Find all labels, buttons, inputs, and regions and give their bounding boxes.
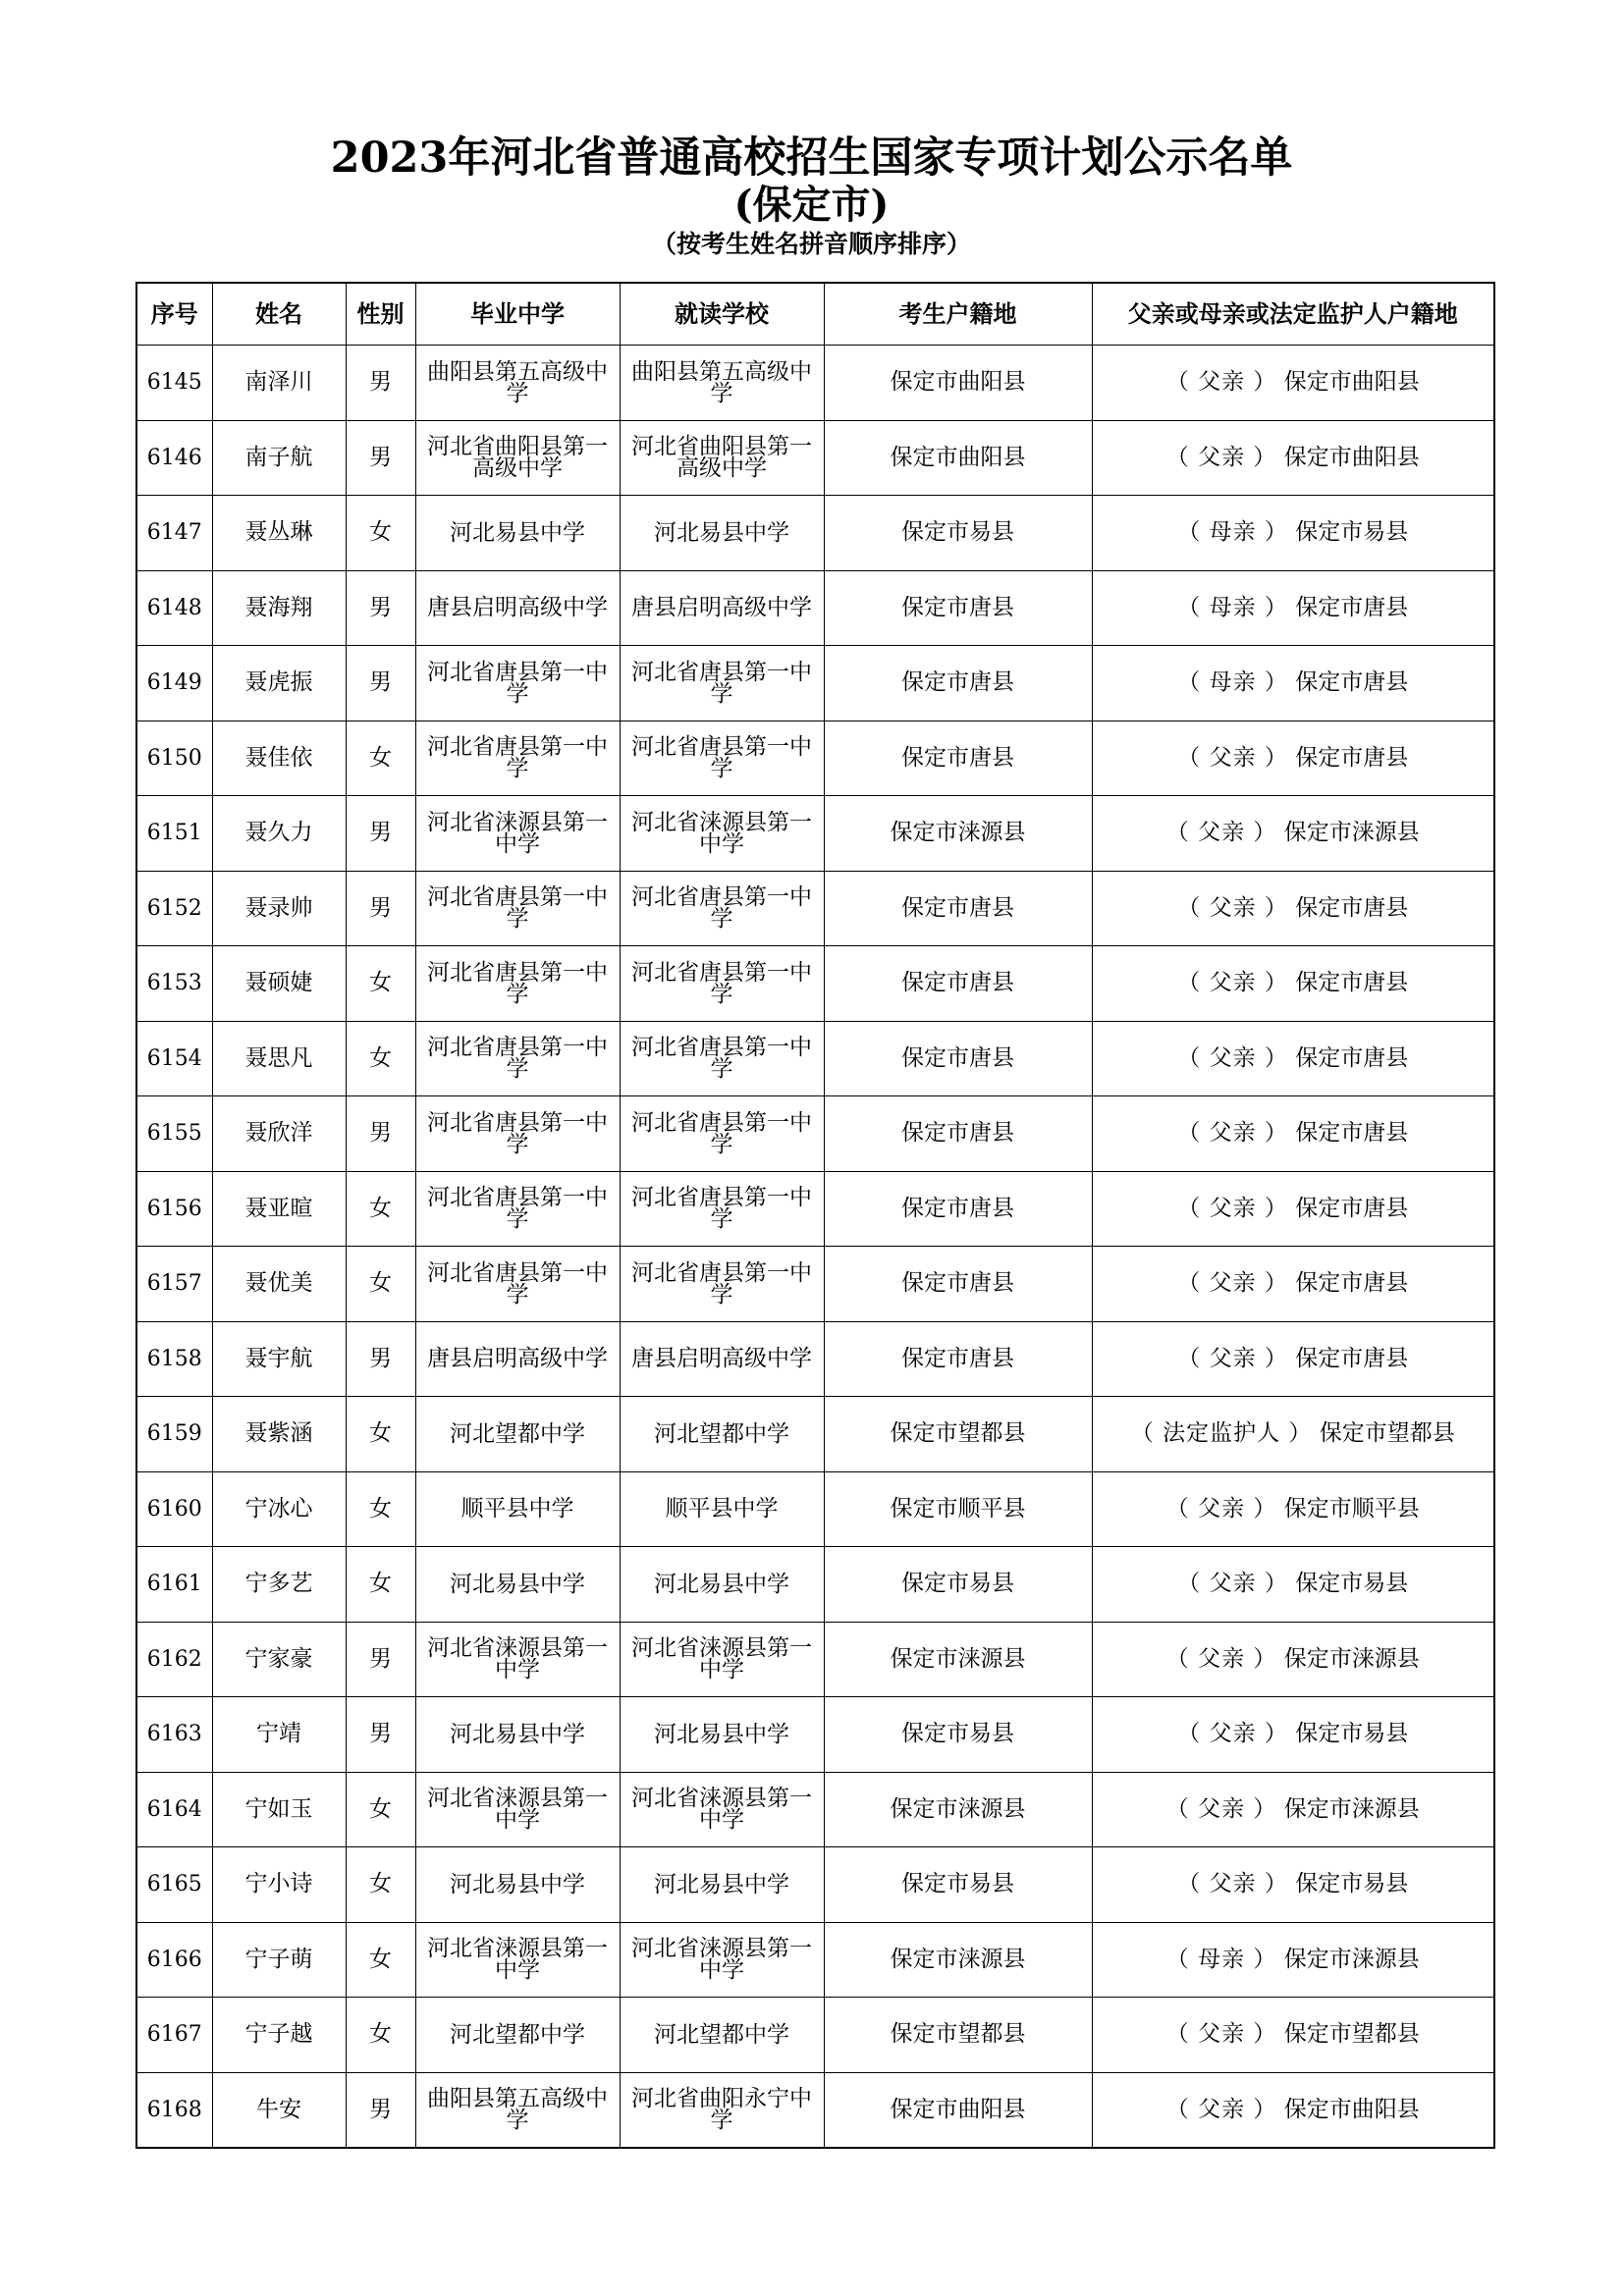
cell-hukou: 保定市唐县 [824,721,1092,796]
guardian-relation: （ 母亲 ） [1177,594,1288,620]
table-row [136,1471,1494,1547]
cell-grad-school: 河北省唐县第一中学 [415,1021,620,1096]
cell-hukou: 保定市唐县 [824,1321,1092,1397]
cell-hukou: 保定市易县 [824,1697,1092,1773]
guardian-info [1177,1120,1408,1146]
table-row [136,1547,1494,1623]
cell-gender: 男 [346,1697,415,1773]
cell-current-school: 河北省唐县第一中学 [620,946,824,1022]
cell-seq: 6161 [136,1547,212,1623]
cell-gender: 女 [346,1772,415,1847]
cell-grad-school: 河北省唐县第一中学 [415,946,620,1022]
cell-current-school: 河北省唐县第一中学 [620,1247,824,1322]
cell-guardian [1092,1847,1494,1923]
guardian-info [1177,669,1408,695]
cell-seq: 6163 [136,1697,212,1773]
cell-name: 宁如玉 [212,1772,346,1847]
cell-gender: 女 [346,1171,415,1247]
guardian-relation: （ 父亲 ） [1165,1495,1277,1522]
roster-table [135,282,1495,2149]
guardian-relation: （ 父亲 ） [1165,820,1277,846]
cell-seq: 6168 [136,2072,212,2148]
cell-name: 聂录帅 [212,871,346,946]
guardian-info [1177,1871,1408,1896]
table-row [136,721,1494,796]
cell-hukou: 保定市易县 [824,1547,1092,1623]
cell-gender: 男 [346,1321,415,1397]
cell-current-school: 河北省唐县第一中学 [620,721,824,796]
cell-gender: 女 [346,1471,415,1547]
guardian-info [1177,1045,1408,1071]
cell-hukou: 保定市唐县 [824,570,1092,646]
guardian-info [1166,2021,1420,2047]
cell-gender: 女 [346,1247,415,1322]
header-guardian-hukou: 父亲或母亲或法定监护人户籍地 [1092,283,1494,346]
guardian-info [1177,895,1408,921]
table-body [136,346,1494,2149]
cell-grad-school: 唐县启明高级中学 [415,570,620,646]
cell-current-school: 河北望都中学 [620,1998,824,2073]
cell-grad-school: 河北省唐县第一中学 [415,721,620,796]
cell-guardian [1092,1998,1494,2073]
guardian-relation: （ 父亲 ） [1177,1571,1288,1597]
table-row [136,1321,1494,1397]
cell-grad-school: 河北省涞源县第一中学 [415,1772,620,1847]
cell-name: 聂优美 [212,1247,346,1322]
guardian-relation: （ 父亲 ） [1177,744,1288,771]
cell-grad-school: 河北省唐县第一中学 [415,871,620,946]
cell-grad-school: 河北易县中学 [415,1697,620,1773]
cell-guardian [1092,1697,1494,1773]
table-row [136,1998,1494,2073]
guardian-relation: （ 母亲 ） [1177,519,1288,546]
guardian-info [1166,1646,1420,1672]
guardian-hukou: 保定市曲阳县 [1283,444,1420,470]
table-row [136,1397,1494,1472]
guardian-hukou: 保定市涞源县 [1283,820,1420,846]
cell-seq: 6150 [136,721,212,796]
cell-name: 聂虎振 [212,646,346,721]
cell-seq: 6167 [136,1998,212,2073]
cell-seq: 6152 [136,871,212,946]
cell-seq: 6157 [136,1247,212,1322]
cell-gender: 女 [346,1847,415,1923]
table-row [136,1847,1494,1923]
guardian-hukou: 保定市易县 [1295,519,1409,546]
guardian-hukou: 保定市望都县 [1319,1420,1455,1447]
guardian-relation: （ 父亲 ） [1177,1120,1288,1147]
cell-grad-school: 河北省涞源县第一中学 [415,796,620,872]
cell-current-school: 河北省涞源县第一中学 [620,1922,824,1998]
cell-current-school: 唐县启明高级中学 [620,1321,824,1397]
cell-gender: 男 [346,420,415,496]
document-title: 2023年河北省普通高校招生国家专项计划公示名单 [330,133,1293,183]
cell-guardian [1092,1397,1494,1472]
guardian-hukou: 保定市易县 [1295,1721,1409,1747]
table-row [136,1021,1494,1096]
guardian-hukou: 保定市唐县 [1295,1044,1409,1071]
cell-hukou: 保定市唐县 [824,1247,1092,1322]
cell-guardian [1092,1471,1494,1547]
table-row [136,1772,1494,1847]
guardian-hukou: 保定市唐县 [1295,1195,1409,1221]
guardian-relation: （ 父亲 ） [1177,1345,1288,1371]
guardian-relation: （ 父亲 ） [1177,1044,1288,1071]
cell-guardian [1092,420,1494,496]
cell-current-school: 河北望都中学 [620,1397,824,1472]
cell-gender: 男 [346,346,415,421]
cell-grad-school: 河北省涞源县第一中学 [415,1622,620,1697]
table-row [136,1622,1494,1697]
table-row [136,496,1494,571]
cell-guardian [1092,1247,1494,1322]
cell-grad-school: 河北省曲阳县第一高级中学 [415,420,620,496]
guardian-hukou: 保定市唐县 [1295,1270,1409,1297]
cell-name: 聂思凡 [212,1021,346,1096]
cell-guardian [1092,2072,1494,2148]
cell-gender: 男 [346,871,415,946]
guardian-relation: （ 父亲 ） [1177,1871,1288,1897]
cell-hukou: 保定市唐县 [824,1021,1092,1096]
header-current-school: 就读学校 [620,283,824,346]
cell-guardian [1092,796,1494,872]
guardian-info [1177,1571,1408,1596]
cell-name: 南泽川 [212,346,346,421]
cell-current-school: 河北省曲阳县第一高级中学 [620,420,824,496]
guardian-relation: （ 父亲 ） [1165,1645,1277,1672]
table-row [136,646,1494,721]
cell-grad-school: 河北易县中学 [415,496,620,571]
guardian-info [1166,1796,1420,1822]
cell-seq: 6158 [136,1321,212,1397]
cell-hukou: 保定市涞源县 [824,1772,1092,1847]
cell-hukou: 保定市易县 [824,496,1092,571]
cell-gender: 女 [346,1998,415,2073]
guardian-info [1166,2097,1420,2122]
header-seq: 序号 [136,283,212,346]
cell-name: 聂硕婕 [212,946,346,1022]
guardian-info [1166,369,1420,395]
cell-grad-school: 曲阳县第五高级中学 [415,346,620,421]
guardian-hukou: 保定市涞源县 [1283,1795,1420,1822]
cell-name: 宁多艺 [212,1547,346,1623]
cell-seq: 6147 [136,496,212,571]
guardian-info [1166,445,1420,470]
header-grad-school: 毕业中学 [415,283,620,346]
guardian-info [1177,1196,1408,1221]
cell-hukou: 保定市涞源县 [824,1922,1092,1998]
guardian-relation: （ 父亲 ） [1165,2021,1277,2048]
guardian-relation: （ 父亲 ） [1165,444,1277,470]
header-hukou: 考生户籍地 [824,283,1092,346]
cell-name: 聂亚暄 [212,1171,346,1247]
cell-current-school: 河北省涞源县第一中学 [620,1622,824,1697]
cell-hukou: 保定市易县 [824,1847,1092,1923]
cell-name: 南子航 [212,420,346,496]
cell-grad-school: 河北望都中学 [415,1998,620,2073]
cell-seq: 6154 [136,1021,212,1096]
cell-guardian [1092,1772,1494,1847]
guardian-relation: （ 父亲 ） [1177,1721,1288,1747]
guardian-relation: （ 父亲 ） [1177,894,1288,921]
guardian-hukou: 保定市唐县 [1295,970,1409,996]
cell-guardian [1092,1096,1494,1172]
guardian-info [1177,1270,1408,1296]
cell-grad-school: 曲阳县第五高级中学 [415,2072,620,2148]
cell-gender: 男 [346,570,415,646]
document-subtitle: (保定市) [733,182,890,228]
guardian-hukou: 保定市唐县 [1295,744,1409,771]
cell-name: 宁冰心 [212,1471,346,1547]
cell-name: 宁子萌 [212,1922,346,1998]
cell-name: 聂海翔 [212,570,346,646]
cell-gender: 女 [346,1922,415,1998]
table-row [136,1096,1494,1172]
guardian-hukou: 保定市唐县 [1295,669,1409,696]
cell-grad-school: 唐县启明高级中学 [415,1321,620,1397]
cell-seq: 6145 [136,346,212,421]
guardian-relation: （ 父亲 ） [1177,1195,1288,1221]
cell-seq: 6146 [136,420,212,496]
cell-grad-school: 河北省唐县第一中学 [415,1096,620,1172]
cell-hukou: 保定市涞源县 [824,796,1092,872]
cell-hukou: 保定市望都县 [824,1998,1092,2073]
cell-guardian [1092,1171,1494,1247]
table-row [136,420,1494,496]
guardian-hukou: 保定市唐县 [1295,1345,1409,1371]
guardian-relation: （ 父亲 ） [1165,1795,1277,1822]
cell-guardian [1092,946,1494,1022]
cell-guardian [1092,721,1494,796]
guardian-hukou: 保定市涞源县 [1283,1645,1420,1672]
cell-hukou: 保定市唐县 [824,871,1092,946]
cell-hukou: 保定市唐县 [824,946,1092,1022]
cell-gender: 女 [346,721,415,796]
cell-grad-school: 河北省涞源县第一中学 [415,1922,620,1998]
cell-hukou: 保定市涞源县 [824,1622,1092,1697]
table-row [136,1247,1494,1322]
guardian-relation: （ 母亲 ） [1165,1946,1277,1972]
cell-guardian [1092,1321,1494,1397]
table-row [136,946,1494,1022]
guardian-info [1177,970,1408,995]
cell-grad-school: 河北省唐县第一中学 [415,646,620,721]
cell-grad-school: 河北易县中学 [415,1847,620,1923]
cell-seq: 6149 [136,646,212,721]
cell-current-school: 河北省涞源县第一中学 [620,796,824,872]
cell-name: 宁靖 [212,1697,346,1773]
cell-current-school: 河北易县中学 [620,1697,824,1773]
cell-gender: 女 [346,1547,415,1623]
cell-gender: 男 [346,1096,415,1172]
cell-gender: 男 [346,646,415,721]
guardian-info [1166,1947,1420,1972]
cell-current-school: 唐县启明高级中学 [620,570,824,646]
guardian-relation: （ 父亲 ） [1165,369,1277,396]
guardian-hukou: 保定市唐县 [1295,894,1409,921]
guardian-hukou: 保定市唐县 [1295,1120,1409,1147]
cell-seq: 6164 [136,1772,212,1847]
cell-current-school: 河北省唐县第一中学 [620,1021,824,1096]
cell-name: 聂紫涵 [212,1397,346,1472]
cell-guardian [1092,1547,1494,1623]
cell-gender: 女 [346,496,415,571]
guardian-info [1177,1346,1408,1371]
cell-seq: 6166 [136,1922,212,1998]
cell-name: 聂佳依 [212,721,346,796]
table-header-row [136,283,1494,346]
cell-guardian [1092,871,1494,946]
guardian-hukou: 保定市易县 [1295,1871,1409,1897]
cell-current-school: 河北省唐县第一中学 [620,1171,824,1247]
header-name: 姓名 [212,283,346,346]
cell-grad-school: 河北省唐县第一中学 [415,1171,620,1247]
guardian-hukou: 保定市易县 [1295,1571,1409,1597]
cell-seq: 6148 [136,570,212,646]
cell-gender: 男 [346,1622,415,1697]
guardian-hukou: 保定市望都县 [1283,2021,1420,2048]
cell-hukou: 保定市唐县 [824,1096,1092,1172]
cell-current-school: 河北省涞源县第一中学 [620,1772,824,1847]
cell-grad-school: 河北省唐县第一中学 [415,1247,620,1322]
guardian-info [1177,745,1408,771]
cell-current-school: 顺平县中学 [620,1471,824,1547]
cell-seq: 6151 [136,796,212,872]
cell-grad-school: 河北望都中学 [415,1397,620,1472]
cell-gender: 女 [346,1397,415,1472]
cell-name: 宁小诗 [212,1847,346,1923]
table-row [136,1922,1494,1998]
cell-name: 聂欣洋 [212,1096,346,1172]
cell-current-school: 河北省唐县第一中学 [620,871,824,946]
table-row [136,2072,1494,2148]
cell-current-school: 河北省曲阳永宁中学 [620,2072,824,2148]
cell-hukou: 保定市顺平县 [824,1471,1092,1547]
table-row [136,346,1494,421]
guardian-relation: （ 母亲 ） [1177,669,1288,696]
cell-name: 聂宇航 [212,1321,346,1397]
cell-hukou: 保定市唐县 [824,646,1092,721]
cell-guardian [1092,1922,1494,1998]
cell-grad-school: 河北易县中学 [415,1547,620,1623]
cell-guardian [1092,570,1494,646]
table-row [136,570,1494,646]
guardian-info [1177,1721,1408,1746]
cell-guardian [1092,346,1494,421]
cell-current-school: 河北易县中学 [620,1547,824,1623]
cell-guardian [1092,496,1494,571]
cell-guardian [1092,1622,1494,1697]
cell-current-school: 河北省唐县第一中学 [620,646,824,721]
guardian-hukou: 保定市顺平县 [1283,1495,1420,1522]
cell-grad-school: 顺平县中学 [415,1471,620,1547]
guardian-hukou: 保定市涞源县 [1283,1946,1420,1972]
cell-hukou: 保定市曲阳县 [824,420,1092,496]
cell-current-school: 曲阳县第五高级中学 [620,346,824,421]
guardian-info [1166,820,1420,845]
guardian-hukou: 保定市曲阳县 [1283,2096,1420,2122]
table-row [136,796,1494,872]
cell-hukou: 保定市曲阳县 [824,346,1092,421]
table-row [136,1697,1494,1773]
sort-order-note: （按考生姓名拼音顺序排序） [651,230,971,258]
cell-current-school: 河北易县中学 [620,1847,824,1923]
cell-seq: 6156 [136,1171,212,1247]
cell-gender: 男 [346,2072,415,2148]
header-gender: 性别 [346,283,415,346]
cell-current-school: 河北省唐县第一中学 [620,1096,824,1172]
guardian-hukou: 保定市曲阳县 [1283,369,1420,396]
guardian-hukou: 保定市唐县 [1295,594,1409,620]
cell-gender: 女 [346,1021,415,1096]
cell-seq: 6162 [136,1622,212,1697]
guardian-relation: （ 父亲 ） [1165,2096,1277,2122]
cell-hukou: 保定市曲阳县 [824,2072,1092,2148]
cell-hukou: 保定市唐县 [824,1171,1092,1247]
cell-current-school: 河北易县中学 [620,496,824,571]
cell-gender: 男 [346,796,415,872]
cell-seq: 6159 [136,1397,212,1472]
guardian-info [1166,1496,1420,1522]
cell-name: 牛安 [212,2072,346,2148]
guardian-relation: （ 父亲 ） [1177,970,1288,996]
guardian-info [1177,519,1408,545]
cell-name: 聂久力 [212,796,346,872]
cell-name: 宁子越 [212,1998,346,2073]
cell-gender: 女 [346,946,415,1022]
cell-name: 宁家豪 [212,1622,346,1697]
cell-seq: 6153 [136,946,212,1022]
cell-name: 聂丛琳 [212,496,346,571]
cell-guardian [1092,646,1494,721]
guardian-relation: （ 父亲 ） [1177,1270,1288,1297]
cell-seq: 6155 [136,1096,212,1172]
guardian-info [1177,595,1408,620]
cell-hukou: 保定市望都县 [824,1397,1092,1472]
table-row [136,871,1494,946]
guardian-info [1131,1420,1455,1446]
cell-seq: 6160 [136,1471,212,1547]
table-row [136,1171,1494,1247]
guardian-relation: （ 法定监护人 ） [1130,1420,1313,1447]
cell-guardian [1092,1021,1494,1096]
cell-seq: 6165 [136,1847,212,1923]
